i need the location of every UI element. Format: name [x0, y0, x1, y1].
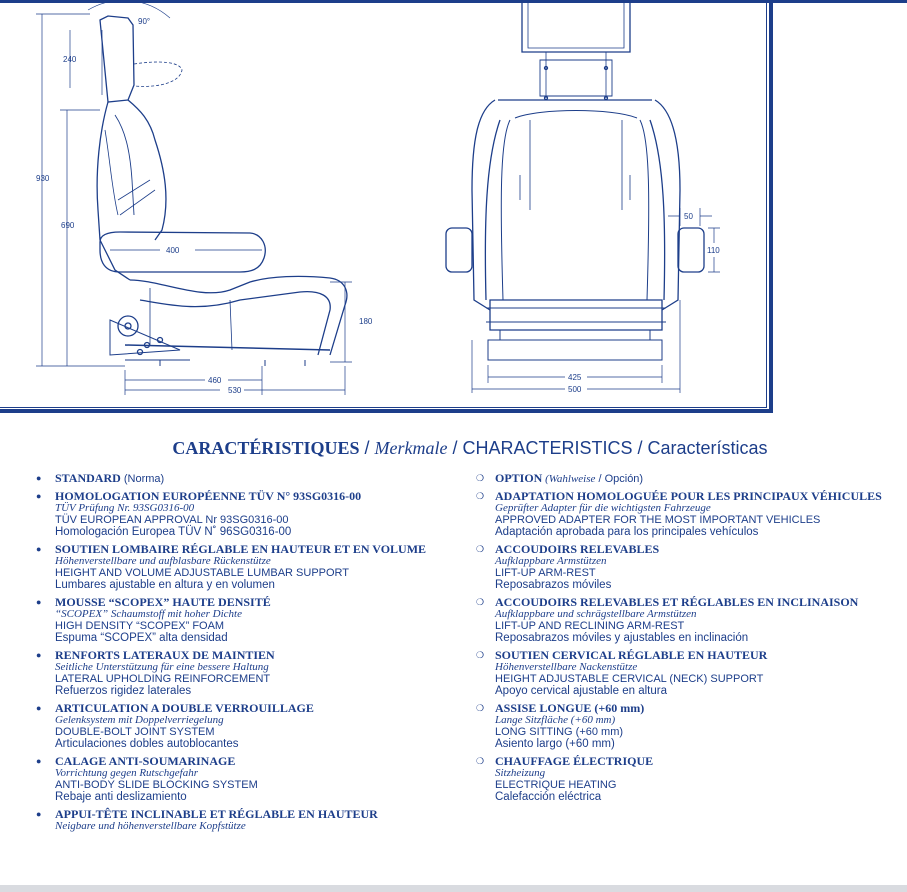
base-height-dim: 180 [359, 317, 373, 326]
item-fr: SOUTIEN CERVICAL RÉGLABLE EN HAUTEUR [495, 648, 768, 662]
total-height-dim: 930 [36, 174, 50, 183]
list-item [36, 596, 456, 645]
hollow-circle-bullet-icon: ❍ [476, 703, 485, 713]
back-height-dim: 690 [61, 221, 75, 230]
item-fr: ACCOUDOIRS RELEVABLES ET RÉGLABLES EN INCLINAISON [495, 595, 859, 609]
item-en: LIFT-UP ARM-REST [495, 567, 596, 579]
filled-circle-bullet-icon: ● [36, 756, 42, 766]
item-fr: ASSISE LONGUE (+60 mm) [495, 701, 645, 715]
heading-fr: CARACTÉRISTIQUES [172, 438, 360, 458]
item-de: Gelenksystem mit Doppelverriegelung [55, 714, 224, 726]
heading-sep-2: / [447, 438, 463, 458]
item-fr: MOUSSE “SCOPEX” HAUTE DENSITÉ [55, 595, 271, 609]
hollow-circle-bullet-icon: ❍ [476, 756, 485, 766]
item-de: Sitzheizung [495, 767, 546, 779]
item-es: Asiento largo (+60 mm) [495, 738, 615, 750]
heading-en: CHARACTERISTICS [462, 438, 633, 458]
item-de: Neigbare und höhenverstellbare Kopfstütze [55, 820, 246, 832]
list-item [476, 596, 901, 645]
hollow-circle-bullet-icon: ❍ [476, 544, 485, 554]
inner-width-dim: 425 [568, 373, 582, 382]
item-de: “SCOPEX” Schaumstoff mit hoher Dichte [55, 608, 242, 620]
item-en: LATERAL UPHOLDING REINFORCEMENT [55, 673, 271, 685]
heading-de: Merkmale [374, 438, 448, 458]
option-label: OPTION [495, 471, 543, 485]
standard-label: STANDARD [55, 471, 121, 485]
filled-circle-bullet-icon: ● [36, 597, 42, 607]
item-en: TÜV EUROPEAN APPROVAL Nr 93SG0316-00 [55, 514, 289, 526]
item-en: HIGH DENSITY “SCOPEX” FOAM [55, 620, 225, 632]
item-es: Refuerzos rigidez laterales [55, 685, 192, 697]
armrest-height-dim: 110 [707, 246, 720, 255]
list-item [36, 808, 456, 832]
list-item [36, 755, 456, 804]
option-column [476, 472, 901, 808]
viewer-bottom-bar [0, 885, 907, 892]
hollow-circle-bullet-icon: ❍ [476, 491, 485, 501]
item-en: APPROVED ADAPTER FOR THE MOST IMPORTANT VEHICLES [495, 514, 821, 526]
total-width-dim: 500 [568, 385, 582, 394]
item-es: Apoyo cervical ajustable en altura [495, 685, 667, 697]
list-item [476, 649, 901, 698]
item-fr: ARTICULATION A DOUBLE VERROUILLAGE [55, 701, 314, 715]
option-note-de: (Wahlweise [542, 473, 596, 485]
item-es: Lumbares ajustable en altura y en volumen [55, 579, 275, 591]
item-de: Aufklappbare und schrägstellbare Armstützen [495, 608, 697, 620]
item-es: Espuma “SCOPEX” alta densidad [55, 632, 228, 644]
filled-circle-bullet-icon: ● [36, 809, 42, 819]
heading-es: Características [647, 438, 768, 458]
item-en: LONG SITTING (+60 mm) [495, 726, 624, 738]
option-label-item [476, 472, 901, 486]
item-de: Seitliche Unterstützung für eine bessere Haltung [55, 661, 269, 673]
filled-circle-bullet-icon: ● [36, 491, 42, 501]
hollow-circle-bullet-icon: ❍ [476, 650, 485, 660]
item-en: DOUBLE-BOLT JOINT SYSTEM [55, 726, 215, 738]
standard-label-item [36, 472, 456, 486]
angle-label: 90° [138, 17, 151, 26]
item-en: LIFT-UP AND RECLINING ARM-REST [495, 620, 685, 632]
item-de: Höhenverstellbare und aufblasbare Rückenstütze [55, 555, 271, 567]
headrest-dim: 240 [63, 55, 77, 64]
heading-sep-1: / [359, 438, 375, 458]
standard-column [36, 472, 456, 836]
item-fr: SOUTIEN LOMBAIRE RÉGLABLE EN HAUTEUR ET EN VOLUME [55, 542, 427, 556]
filled-circle-bullet-icon: ● [36, 650, 42, 660]
heading-sep-3: / [632, 438, 648, 458]
list-item [476, 755, 901, 804]
hollow-circle-bullet-icon: ❍ [476, 473, 485, 483]
list-item [476, 702, 901, 751]
item-de: Höhenverstellbare Nackenstütze [495, 661, 638, 673]
list-item [476, 490, 901, 539]
item-es: Articulaciones dobles autoblocantes [55, 738, 239, 750]
item-es: Calefacción eléctrica [495, 791, 602, 803]
item-fr: CALAGE ANTI-SOUMARINAGE [55, 754, 236, 768]
item-en: ANTI-BODY SLIDE BLOCKING SYSTEM [55, 779, 258, 791]
standard-note: (Norma) [120, 473, 165, 485]
list-item [476, 543, 901, 592]
filled-circle-bullet-icon: ● [36, 703, 42, 713]
armrest-width-dim: 50 [684, 212, 693, 221]
item-de: TÜV Prüfung Nr. 93SG0316-00 [55, 502, 195, 514]
hollow-circle-bullet-icon: ❍ [476, 597, 485, 607]
rail-length-dim: 460 [208, 376, 222, 385]
item-es: Rebaje anti deslizamiento [55, 791, 187, 803]
list-item [36, 543, 456, 592]
item-de: Vorrichtung gegen Rutschgefahr [55, 767, 198, 779]
list-item [36, 702, 456, 751]
total-depth-dim: 530 [228, 386, 242, 395]
list-item [36, 649, 456, 698]
item-es: Homologación Europea TÜV N˚ 96SG0316-00 [55, 526, 292, 538]
item-en: HEIGHT ADJUSTABLE CERVICAL (NECK) SUPPORT [495, 673, 764, 685]
item-fr: ACCOUDOIRS RELEVABLES [495, 542, 660, 556]
item-fr: APPUI-TÊTE INCLINABLE ET RÉGLABLE EN HAUTEUR [55, 807, 378, 821]
item-fr: ADAPTATION HOMOLOGUÉE POUR LES PRINCIPAUX VÉHICULES [495, 489, 882, 503]
item-es: Reposabrazos móviles [495, 579, 612, 591]
filled-circle-bullet-icon: ● [36, 473, 42, 483]
item-en: HEIGHT AND VOLUME ADJUSTABLE LUMBAR SUPPORT [55, 567, 350, 579]
item-en: ELECTRIQUE HEATING [495, 779, 617, 791]
item-de: Geprüfter Adapter für die wichtigsten Fahrzeuge [495, 502, 711, 514]
drawing-frame-inner [0, 0, 767, 408]
item-de: Aufklappbare Armstützen [495, 555, 607, 567]
list-item [36, 490, 456, 539]
item-fr: RENFORTS LATERAUX DE MAINTIEN [55, 648, 275, 662]
option-note-es: / Opción) [595, 473, 644, 485]
item-fr: CHAUFFAGE ÉLECTRIQUE [495, 754, 654, 768]
item-es: Reposabrazos móviles y ajustables en inclinación [495, 632, 749, 644]
characteristics-heading [0, 438, 907, 459]
item-es: Adaptación aprobada para los principales vehículos [495, 526, 759, 538]
item-fr: HOMOLOGATION EUROPÉENNE TÜV N° 93SG0316-00 [55, 489, 362, 503]
filled-circle-bullet-icon: ● [36, 544, 42, 554]
item-de: Lange Sitzfläche (+60 mm) [495, 714, 616, 726]
seat-depth-dim: 400 [166, 246, 180, 255]
